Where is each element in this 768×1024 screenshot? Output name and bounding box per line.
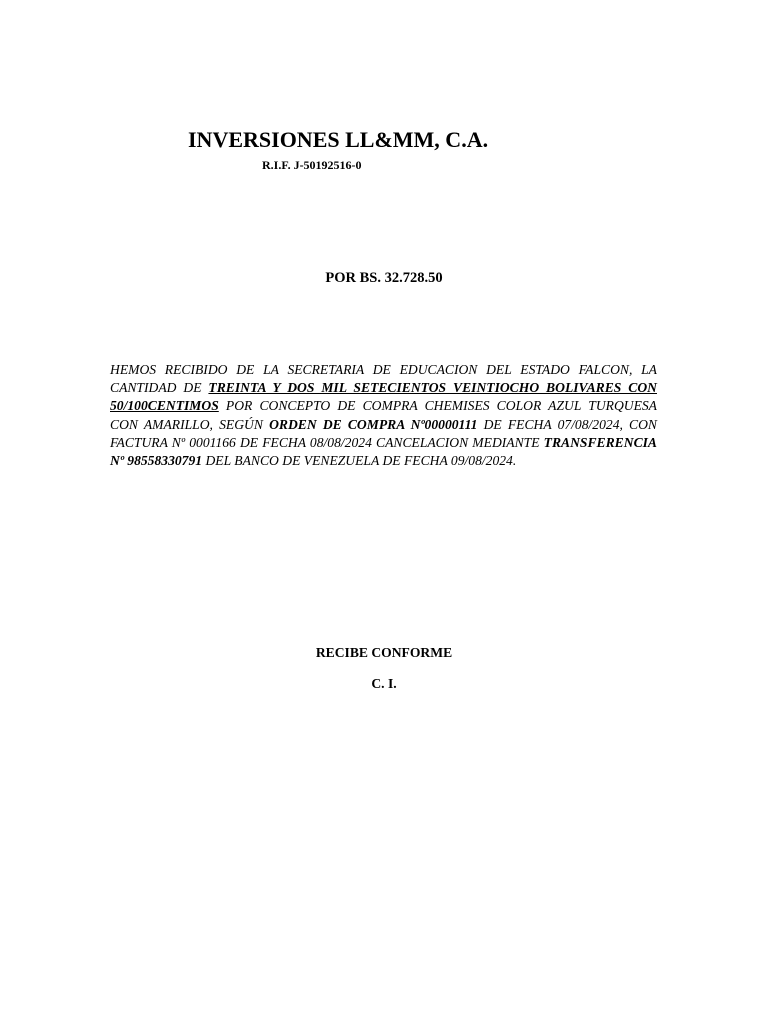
receipt-text-part3: DE FECHA 07/08/2024, CON FACTURA Nº 0001166 DE FECHA 08/08/2024 CANCELACION MEDIANTE: [110, 416, 657, 450]
receipt-text-part4: DEL BANCO DE VENEZUELA DE FECHA 09/08/2024.: [202, 453, 517, 469]
amount-in-words: TREINTA Y DOS MIL SETECIENTOS VEINTIOCHO BOLIVARES CON 50/100CENTIMOS: [110, 380, 657, 414]
company-name: INVERSIONES LL&MM, C.A.: [188, 127, 489, 152]
company-rif: R.I.F. J-50192516-0: [262, 158, 362, 172]
purchase-order-reference: ORDEN DE COMPRA Nº00000111: [269, 416, 478, 432]
receipt-paragraph: [110, 361, 657, 470]
recibe-conforme-label: RECIBE CONFORME: [315, 645, 453, 660]
ci-label: C. I.: [371, 676, 397, 691]
amount-heading: POR BS. 32.728.50: [325, 270, 443, 286]
transfer-reference: TRANSFERENCIA Nº 98558330791: [110, 434, 657, 469]
receipt-text-part2: POR CONCEPTO DE COMPRA CHEMISES COLOR AZUL TURQUESA CON AMARILLO, SEGÚN: [110, 398, 657, 432]
receipt-text-part1: HEMOS RECIBIDO DE LA SECRETARIA DE EDUCACION DEL ESTADO FALCON, LA CANTIDAD DE: [110, 362, 657, 396]
